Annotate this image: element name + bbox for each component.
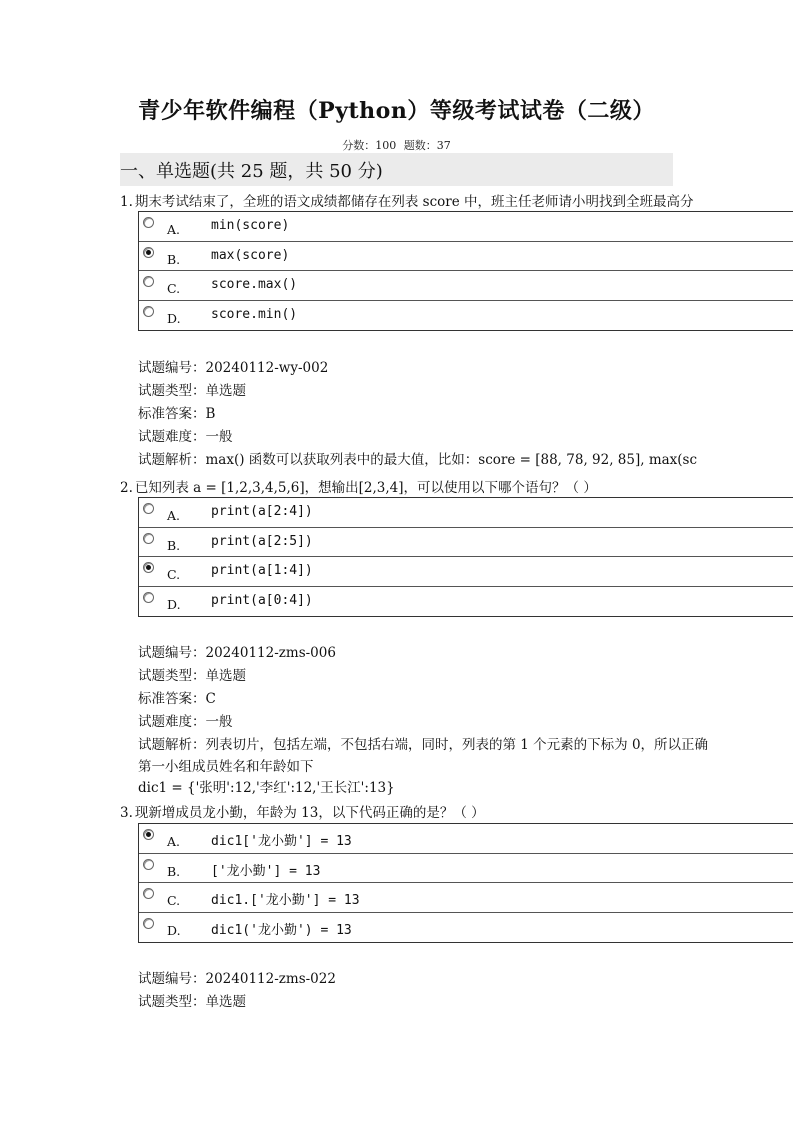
section-header: 一、单选题(共 25 题，共 50 分) <box>120 153 673 186</box>
option-letter: C. <box>167 567 181 582</box>
option-row[interactable] <box>139 498 793 528</box>
info-id: 试题编号：20240112-wy-002 <box>138 360 329 376</box>
radio-button[interactable] <box>143 533 154 544</box>
option-text: max(score) <box>211 247 290 263</box>
info-type: 试题类型：单选题 <box>138 383 246 399</box>
option-row[interactable] <box>139 528 793 558</box>
question-info <box>138 357 793 472</box>
option-letter: D. <box>167 596 181 612</box>
radio-button[interactable] <box>143 306 154 317</box>
option-text: dic1['龙小勤'] = 13 <box>211 834 352 849</box>
info-difficulty: 试题难度：一般 <box>138 429 233 445</box>
info-answer: 标准答案：C <box>138 691 216 707</box>
info-id: 试题编号：20240112-zms-006 <box>138 645 336 661</box>
options-table <box>138 497 793 617</box>
question-text: 已知列表 a = [1,2,3,4,5,6]，想输出[2,3,4]，可以使用以下哪个语句？（ ） <box>134 480 597 496</box>
option-row[interactable] <box>139 557 793 587</box>
option-row[interactable] <box>139 883 793 913</box>
option-text: print(a[2:5]) <box>211 533 313 549</box>
info-id: 试题编号：20240112-zms-022 <box>138 971 336 987</box>
option-letter: B. <box>167 251 181 267</box>
score-label: 分数：100 <box>342 139 397 152</box>
radio-button[interactable] <box>143 859 154 870</box>
option-letter: B. <box>167 537 181 553</box>
count-label: 题数：37 <box>403 139 451 152</box>
info-type: 试题类型：单选题 <box>138 668 246 684</box>
option-row[interactable] <box>139 301 793 331</box>
option-text: score.min() <box>211 306 298 322</box>
option-row[interactable] <box>139 212 793 242</box>
question-number: 1. <box>120 194 133 210</box>
info-analysis: 试题解析：列表切片，包括左端，不包括右端，同时，列表的第 1 个元素的下标为 0，所以正确 <box>138 737 709 753</box>
option-row[interactable] <box>139 854 793 884</box>
option-letter: A. <box>167 508 181 523</box>
info-type: 试题类型：单选题 <box>138 994 246 1010</box>
question-text: 期末考试结束了，全班的语文成绩都储存在列表 score 中，班主任老师请小明找到全班最高分 <box>134 194 694 210</box>
option-text: min(score) <box>211 218 290 233</box>
option-letter: B. <box>167 863 181 879</box>
info-code: dic1 = {'张明':12,'李红':12,'王长江':13} <box>138 780 395 796</box>
option-row[interactable] <box>139 271 793 301</box>
question-stem <box>120 801 793 821</box>
exam-title: 青少年软件编程（Python）等级考试试卷（二级） <box>138 98 655 124</box>
info-difficulty: 试题难度：一般 <box>138 714 233 730</box>
radio-button[interactable] <box>143 247 154 258</box>
options-table <box>138 211 793 331</box>
option-text: dic1.['龙小勤'] = 13 <box>211 893 360 908</box>
question-stem <box>120 190 793 210</box>
info-answer: 标准答案：B <box>138 406 216 422</box>
option-letter: D. <box>167 922 181 938</box>
option-letter: A. <box>167 222 181 237</box>
option-row[interactable] <box>139 913 793 943</box>
option-letter: C. <box>167 893 181 908</box>
option-row[interactable] <box>139 587 793 617</box>
option-letter: D. <box>167 310 181 326</box>
exam-meta <box>0 137 793 153</box>
radio-button[interactable] <box>143 888 154 899</box>
option-row[interactable] <box>139 242 793 272</box>
radio-button[interactable] <box>143 217 154 228</box>
radio-button[interactable] <box>143 562 154 573</box>
question-info <box>138 642 793 799</box>
info-analysis: 试题解析：max() 函数可以获取列表中的最大值，比如：score = [88, 78, 92, 85], max(sc <box>138 452 698 468</box>
option-text: print(a[1:4]) <box>211 563 313 578</box>
option-text: print(a[2:4]) <box>211 504 313 519</box>
question-info <box>138 968 793 1014</box>
question-number: 2. <box>120 480 133 496</box>
option-letter: C. <box>167 281 181 296</box>
option-text: print(a[0:4]) <box>211 592 313 608</box>
option-text: ['龙小勤'] = 13 <box>211 863 321 879</box>
question-stem <box>120 476 793 496</box>
option-text: dic1('龙小勤') = 13 <box>211 922 352 938</box>
radio-button[interactable] <box>143 592 154 603</box>
option-text: score.max() <box>211 277 298 292</box>
question-text: 现新增成员龙小勤，年龄为 13，以下代码正确的是？（ ） <box>134 805 485 821</box>
option-letter: A. <box>167 834 181 849</box>
radio-button[interactable] <box>143 276 154 287</box>
radio-button[interactable] <box>143 503 154 514</box>
info-context: 第一小组成员姓名和年龄如下 <box>138 759 314 775</box>
options-table <box>138 823 793 943</box>
radio-button[interactable] <box>143 918 154 929</box>
question-number: 3. <box>120 805 133 821</box>
radio-button[interactable] <box>143 829 154 840</box>
option-row[interactable] <box>139 824 793 854</box>
